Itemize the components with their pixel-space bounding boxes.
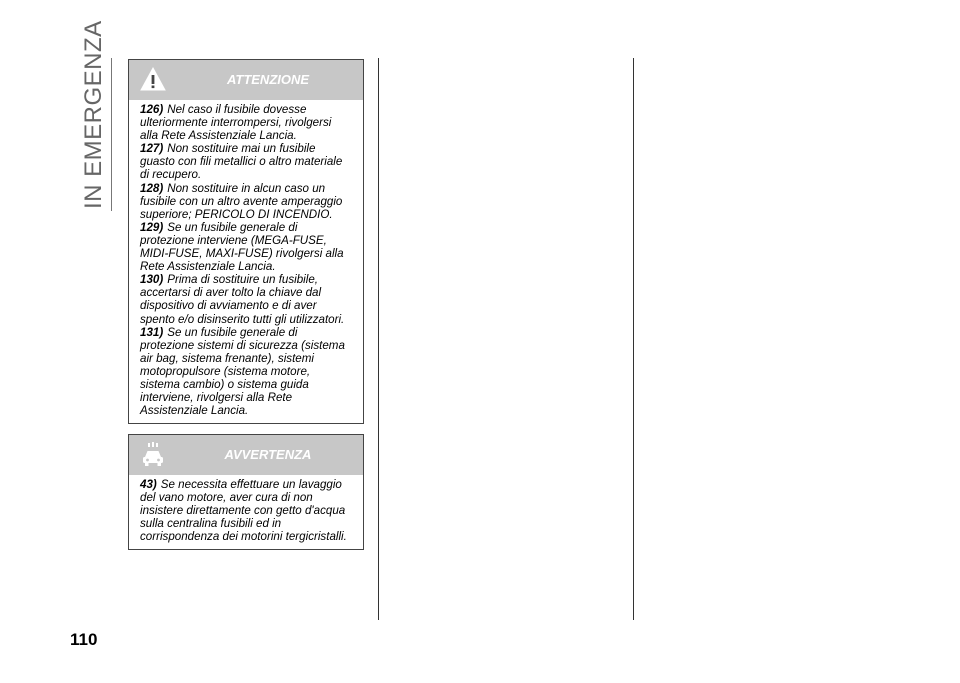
item-number: 129) [140, 220, 164, 234]
column-divider-2 [633, 58, 634, 620]
warning-box-title: AVVERTENZA [224, 447, 312, 462]
list-item [140, 221, 351, 273]
item-text: Non sostituire in alcun caso un fusibile con un altro avente amperaggio superiore; PERICOLO DI INCENDIO. [140, 181, 343, 221]
item-number: 43) [140, 478, 157, 491]
item-number: 130) [140, 273, 164, 287]
list-item [140, 142, 351, 181]
list-item [140, 273, 351, 325]
attention-box-body [129, 100, 363, 423]
item-number: 131) [140, 325, 164, 339]
attention-box [128, 59, 364, 424]
list-item [140, 182, 351, 221]
item-text: Prima di sostituire un fusibile, accertarsi di aver tolto la chiave dal dispositivo di avviamento e di aver spento e/o disinserito tutti gli utilizzatori. [140, 273, 345, 326]
item-text: Se un fusibile generale di protezione sistemi di sicurezza (sistema air bag, sistema frenante), sistemi motopropulsore (sistema motore, sistema cambio) o sistema guida interviene, rivolgersi alla Rete Assistenziale Lancia. [140, 325, 345, 418]
item-number: 126) [140, 103, 164, 116]
item-number: 127) [140, 142, 164, 156]
section-divider [111, 58, 112, 211]
item-text: Nel caso il fusibile dovesse ulteriormente interrompersi, rivolgersi alla Rete Assistenziale Lancia. [140, 103, 332, 143]
item-text: Se necessita effettuare un lavaggio del vano motore, aver cura di non insistere direttamente con getto d'acqua sulla centralina fusibili ed in corrispondenza dei motorini tergicristalli. [140, 478, 347, 544]
section-title: IN EMERGENZA [80, 20, 107, 209]
item-text: Se un fusibile generale di protezione interviene (MEGA-FUSE, MIDI-FUSE, MAXI-FUSE) rivolgersi alla Rete Assistenziale Lancia. [140, 220, 344, 274]
warning-box-body [129, 475, 363, 549]
attention-box-header [129, 60, 363, 100]
column-divider-1 [378, 58, 379, 620]
item-number: 128) [140, 181, 164, 195]
attention-box-title: ATTENZIONE [226, 72, 310, 87]
page-number: 110 [70, 630, 98, 649]
list-item [140, 478, 351, 543]
warning-box [128, 434, 364, 550]
warning-box-header [129, 435, 363, 475]
list-item [140, 326, 351, 418]
item-text: Non sostituire mai un fusibile guasto con fili metallici o altro materiale di recupero. [140, 142, 343, 182]
list-item [140, 103, 351, 142]
